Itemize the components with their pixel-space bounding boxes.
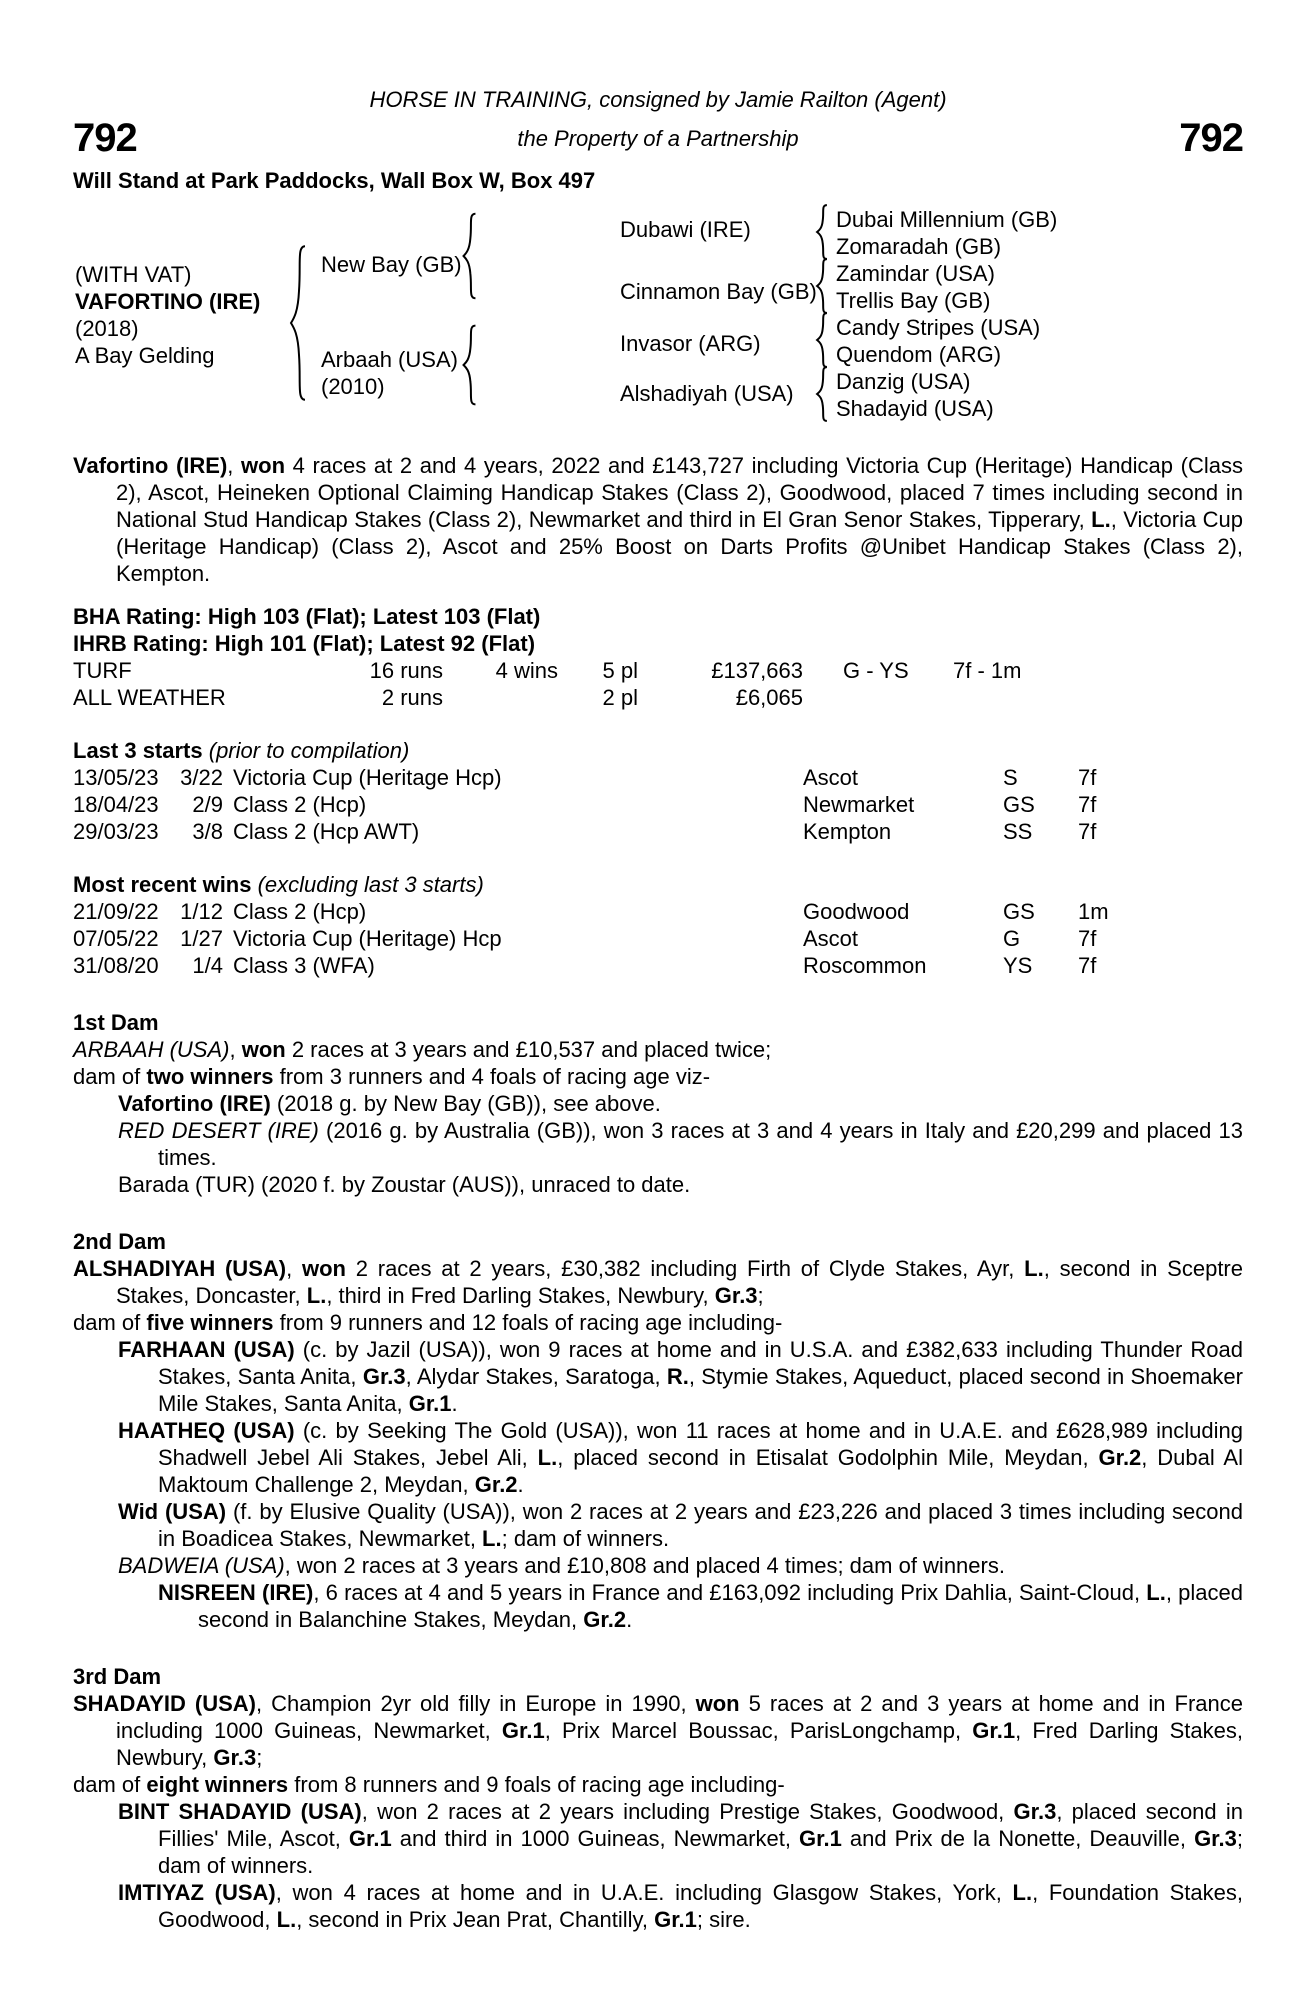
race-name: Class 2 (Hcp)	[233, 792, 367, 817]
race-venue: Roscommon	[803, 953, 927, 978]
going-range: G - YS	[843, 658, 909, 683]
dam-paragraph: dam of two winners from 3 runners and 4 foals of racing age viz-	[73, 1064, 711, 1089]
race-record-paragraph: Vafortino (IRE), won 4 races at 2 and 4 years, 2022 and £143,727 including Victoria Cup (Heritage) Handicap (Class 2), Ascot, Heineken Optional Claiming Handicap Stakes (Class 2), Goodwood, placed 7 times including second in National Stud Handicap Stakes (Class 2), Newmarket and third in El Gran Senor Stakes, Tipperary, L., Victoria Cup (Heritage Handicap) (Class 2), Ascot and 25% Boost on Darts Profits @Unibet Handicap Stakes (Class 2), Kempton.	[73, 453, 1243, 586]
progeny-entry: BINT SHADAYID (USA), won 2 races at 2 years including Prestige Stakes, Goodwood, Gr.3, placed second in Fillies' Mile, Ascot, Gr.1 and third in 1000 Guineas, Newmarket, Gr.1 and Prix de la Nonette, Deauville, Gr.3; dam of winners.	[118, 1799, 1243, 1878]
race-distance: 7f	[1078, 953, 1097, 978]
dam-heading: 3rd Dam	[73, 1664, 162, 1689]
section-subtitle: (excluding last 3 starts)	[257, 872, 484, 897]
race-name: Class 2 (Hcp)	[233, 899, 367, 924]
second-dam-section	[73, 1228, 1243, 1633]
progeny-entry: NISREEN (IRE), 6 races at 4 and 5 years in France and £163,092 including Prix Dahlia, Saint-Cloud, L., placed second in Balanchine Stakes, Meydan, Gr.2.	[158, 1580, 1243, 1632]
pedigree-chart	[73, 198, 1243, 426]
foaling-year: (2018)	[75, 316, 139, 341]
pedigree-brace-icon	[288, 243, 308, 403]
dam-paragraph: ARBAAH (USA), won 2 races at 3 years and £10,537 and placed twice;	[73, 1037, 772, 1062]
pedigree-brace-icon	[815, 366, 829, 422]
bha-rating: BHA Rating: High 103 (Flat); Latest 103 (Flat)	[73, 604, 541, 629]
race-distance: 1m	[1078, 899, 1109, 924]
going-range	[843, 684, 953, 711]
ancestor-name: Shadayid (USA)	[836, 396, 994, 421]
wins-count	[443, 684, 558, 711]
race-row	[73, 925, 1243, 952]
race-name: Victoria Cup (Heritage Hcp)	[233, 765, 502, 790]
race-row	[73, 791, 1243, 818]
lot-number-left: 792	[73, 116, 137, 160]
race-date: 31/08/20	[73, 953, 159, 978]
places-count: 5 pl	[602, 658, 638, 683]
pedigree-subject	[75, 261, 260, 369]
surface-label: TURF	[73, 658, 132, 683]
runs-count: 16 runs	[369, 658, 443, 683]
pedigree-brace-icon	[815, 312, 829, 368]
dam-paragraph: dam of eight winners from 8 runners and 9 foals of racing age including-	[73, 1772, 785, 1797]
sire-name: New Bay (GB)	[321, 252, 462, 277]
stand-line: Will Stand at Park Paddocks, Wall Box W, Box 497	[73, 168, 596, 193]
finish-position: 3/22	[180, 765, 223, 790]
race-distance: 7f	[1078, 792, 1097, 817]
race-going: GS	[1003, 792, 1035, 817]
race-distance: 7f	[1078, 765, 1097, 790]
race-date: 21/09/22	[73, 899, 159, 924]
race-name: Class 2 (Hcp AWT)	[233, 819, 420, 844]
race-date: 29/03/23	[73, 819, 159, 844]
catalogue-page	[73, 0, 1243, 1933]
progeny-entry: IMTIYAZ (USA), won 4 races at home and in U.A.E. including Glasgow Stakes, York, L., Foundation Stakes, Goodwood, L., second in Prix Jean Prat, Chantilly, Gr.1; sire.	[118, 1880, 1243, 1932]
ancestor-name: Trellis Bay (GB)	[836, 288, 991, 313]
granddam-name: Cinnamon Bay (GB)	[620, 279, 817, 304]
progeny-entry: Vafortino (IRE) (2018 g. by New Bay (GB)), see above.	[118, 1091, 661, 1116]
third-dam-section	[73, 1663, 1243, 1933]
pedigree-brace-icon	[461, 212, 478, 300]
race-date: 07/05/22	[73, 926, 159, 951]
finish-position: 2/9	[192, 792, 223, 817]
pedigree-brace-icon	[815, 258, 829, 314]
finish-position: 3/8	[192, 819, 223, 844]
race-distance: 7f	[1078, 819, 1097, 844]
ancestor-name: Danzig (USA)	[836, 369, 971, 394]
race-venue: Newmarket	[803, 792, 915, 817]
race-name: Class 3 (WFA)	[233, 953, 375, 978]
finish-position: 1/27	[180, 926, 223, 951]
race-venue: Goodwood	[803, 899, 910, 924]
distance-range	[953, 684, 1243, 711]
race-going: G	[1003, 926, 1021, 951]
race-row	[73, 898, 1243, 925]
section-heading	[73, 737, 1243, 764]
race-row	[73, 818, 1243, 845]
section-heading	[73, 871, 1243, 898]
ratings-block	[73, 603, 1243, 657]
lot-row	[73, 113, 1243, 163]
grandsire-name: Dubawi (IRE)	[620, 217, 751, 242]
dam-heading: 2nd Dam	[73, 1229, 166, 1254]
race-row	[73, 764, 1243, 791]
race-going: YS	[1003, 953, 1033, 978]
spacer	[803, 657, 843, 684]
race-distance: 7f	[1078, 926, 1097, 951]
pedigree-brace-icon	[461, 324, 478, 406]
runs-count: 2 runs	[381, 685, 443, 710]
progeny-entry: Wid (USA) (f. by Elusive Quality (USA)), won 2 races at 2 years and £23,226 and placed 3 times including second in Boadicea Stakes, Newmarket, L.; dam of winners.	[118, 1499, 1243, 1551]
wins-count: 4 wins	[495, 658, 558, 683]
recent-wins-section	[73, 871, 1243, 979]
lot-number-right: 792	[1179, 116, 1243, 160]
dam-paragraph: ALSHADIYAH (USA), won 2 races at 2 years, £30,382 including Firth of Clyde Stakes, Ayr, L., second in Sceptre Stakes, Doncaster, L., third in Fred Darling Stakes, Newbury, Gr.3;	[73, 1256, 1243, 1308]
stats-row-all-weather	[73, 684, 1243, 711]
race-going: S	[1003, 765, 1018, 790]
grandsire-name: Invasor (ARG)	[620, 331, 761, 356]
race-venue: Ascot	[803, 765, 859, 790]
progeny-entry: RED DESERT (IRE) (2016 g. by Australia (GB)), won 3 races at 3 and 4 years in Italy and £20,299 and placed 13 times.	[118, 1118, 1243, 1170]
race-row	[73, 952, 1243, 979]
dam-paragraph: dam of five winners from 9 runners and 12 foals of racing age including-	[73, 1310, 783, 1335]
consignment-line: HORSE IN TRAINING, consigned by Jamie Railton (Agent)	[369, 87, 947, 112]
dam-year: (2010)	[321, 374, 385, 399]
race-date: 13/05/23	[73, 765, 159, 790]
ancestor-name: Candy Stripes (USA)	[836, 315, 1041, 340]
ancestor-name: Dubai Millennium (GB)	[836, 207, 1058, 232]
ancestor-name: Quendom (ARG)	[836, 342, 1002, 367]
progeny-entry: FARHAAN (USA) (c. by Jazil (USA)), won 9 races at home and in U.S.A. and £382,633 including Thunder Road Stakes, Santa Anita, Gr.3, Alydar Stakes, Saratoga, R., Stymie Stakes, Aqueduct, placed second in Shoemaker Mile Stakes, Santa Anita, Gr.1.	[118, 1337, 1243, 1416]
race-venue: Kempton	[803, 819, 892, 844]
ancestor-name: Zamindar (USA)	[836, 261, 995, 286]
ancestor-name: Zomaradah (GB)	[836, 234, 1002, 259]
surface-stats	[73, 657, 1243, 711]
places-count: 2 pl	[602, 685, 638, 710]
race-venue: Ascot	[803, 926, 859, 951]
earnings: £6,065	[735, 685, 803, 710]
dam-paragraph: SHADAYID (USA), Champion 2yr old filly in Europe in 1990, won 5 races at 2 and 3 years at home and in France including 1000 Guineas, Newmarket, Gr.1, Prix Marcel Boussac, ParisLongchamp, Gr.1, Fred Darling Stakes, Newbury, Gr.3;	[73, 1691, 1243, 1770]
vat-note: (WITH VAT)	[75, 262, 192, 287]
dam-block	[321, 346, 458, 400]
race-going: GS	[1003, 899, 1035, 924]
progeny-entry: BADWEIA (USA), won 2 races at 3 years and £10,808 and placed 4 times; dam of winners.	[118, 1553, 1005, 1578]
surface-label: ALL WEATHER	[73, 685, 226, 710]
section-title: Last 3 starts	[73, 738, 203, 763]
ihrb-rating: IHRB Rating: High 101 (Flat); Latest 92 (Flat)	[73, 631, 536, 656]
section-title: Most recent wins	[73, 872, 252, 897]
great-grandparents-column	[836, 206, 1057, 422]
finish-position: 1/12	[180, 899, 223, 924]
spacer	[803, 684, 843, 711]
horse-description: A Bay Gelding	[75, 343, 215, 368]
property-line: the Property of a Partnership	[517, 125, 799, 151]
race-date: 18/04/23	[73, 792, 159, 817]
section-subtitle: (prior to compilation)	[208, 738, 410, 763]
progeny-entry: Barada (TUR) (2020 f. by Zoustar (AUS)), unraced to date.	[118, 1172, 691, 1197]
stats-row-turf	[73, 657, 1243, 684]
first-dam-section	[73, 1009, 1243, 1198]
race-name: Victoria Cup (Heritage) Hcp	[233, 926, 502, 951]
progeny-entry: HAATHEQ (USA) (c. by Seeking The Gold (USA)), won 11 races at home and in U.A.E. and £628,989 including Shadwell Jebel Ali Stakes, Jebel Ali, L., placed second in Etisalat Godolphin Mile, Meydan, Gr.2, Dubal Al Maktoum Challenge 2, Meydan, Gr.2.	[118, 1418, 1244, 1497]
race-going: SS	[1003, 819, 1033, 844]
last-starts-section	[73, 737, 1243, 845]
finish-position: 1/4	[192, 953, 223, 978]
earnings: £137,663	[711, 658, 803, 683]
horse-name: VAFORTINO (IRE)	[75, 289, 261, 314]
dam-heading: 1st Dam	[73, 1010, 159, 1035]
granddam-name: Alshadiyah (USA)	[620, 381, 794, 406]
pedigree-brace-icon	[815, 204, 829, 260]
dam-name: Arbaah (USA)	[321, 347, 458, 372]
distance-range: 7f - 1m	[953, 658, 1022, 683]
